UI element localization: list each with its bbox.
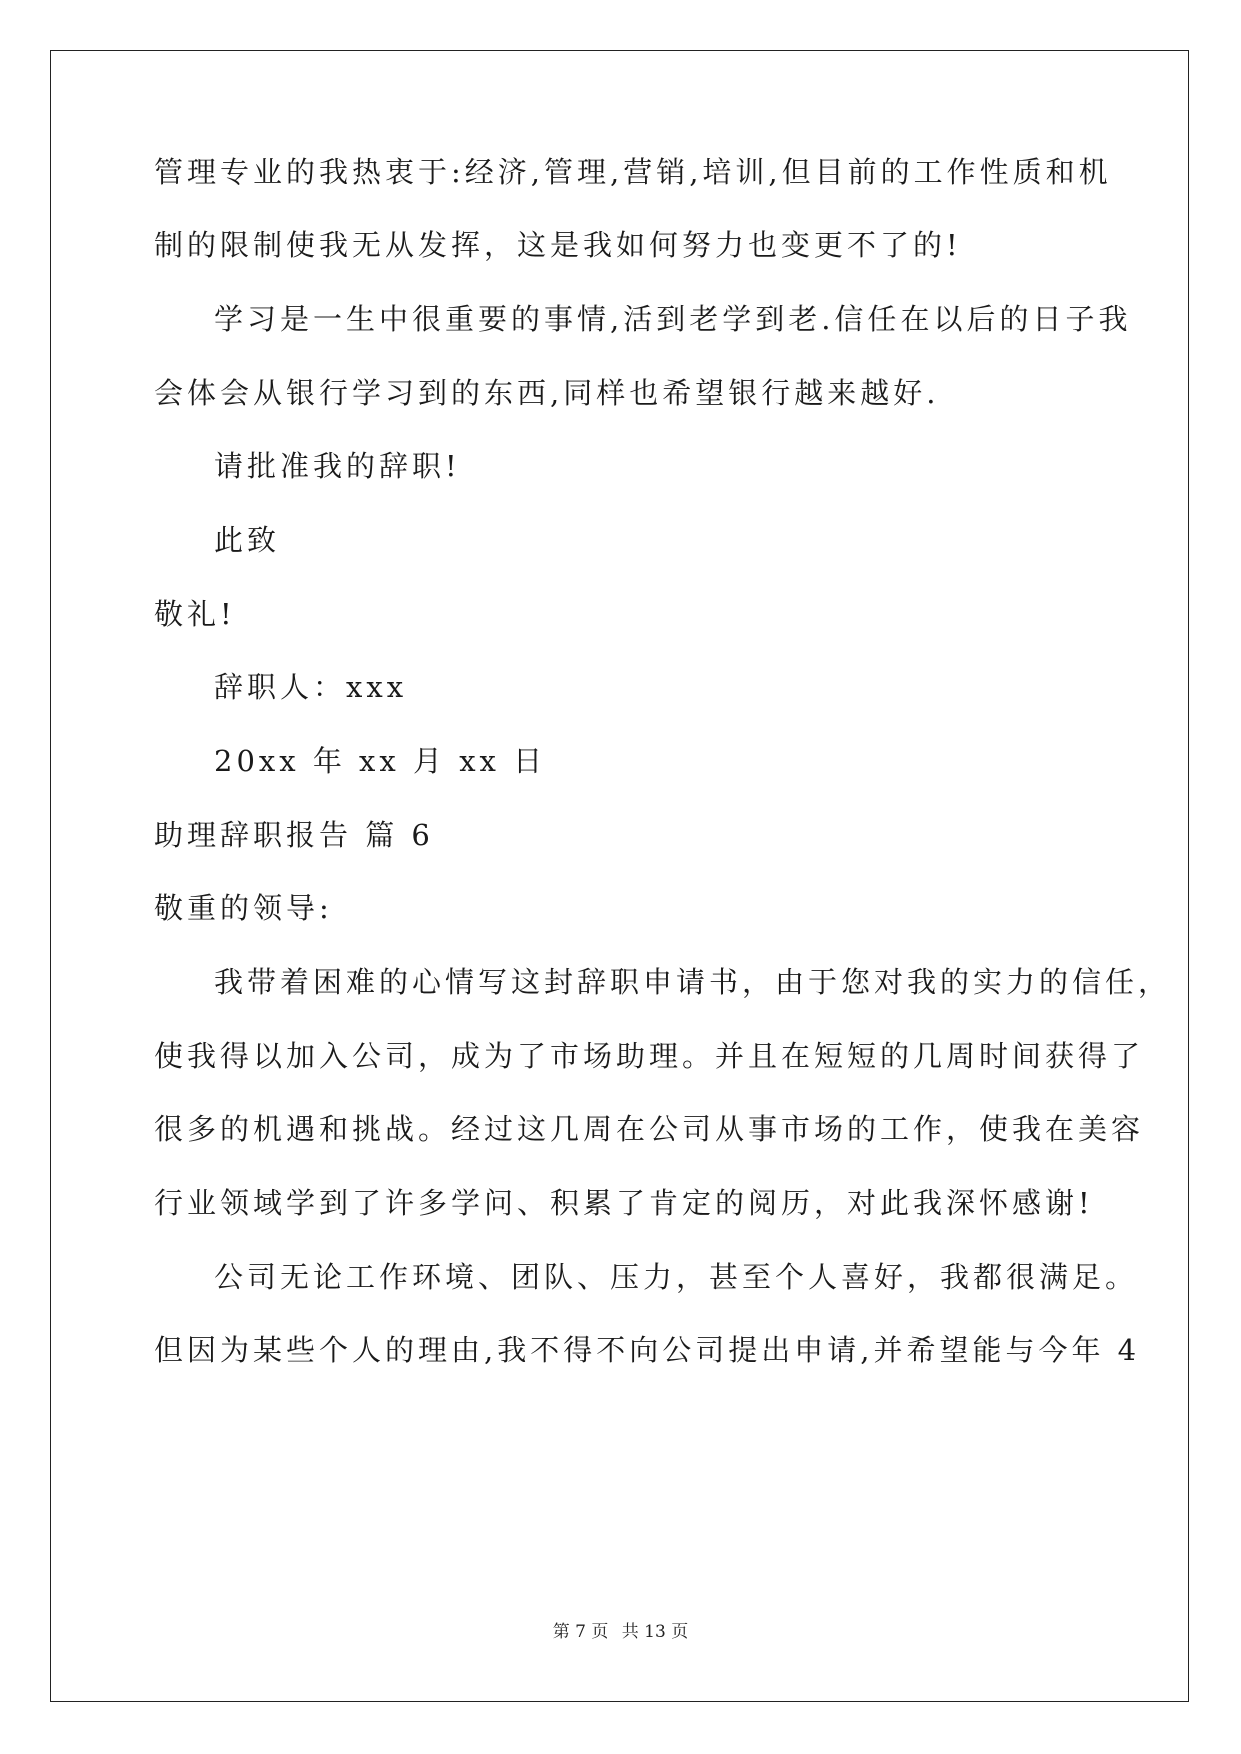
paragraph-line: 行业领域学到了许多学问、积累了肯定的阅历，对此我深怀感谢! [154, 1186, 1094, 1220]
paragraph-line: 很多的机遇和挑战。经过这几周在公司从事市场的工作，使我在美容 [154, 1112, 1145, 1146]
page-number: 第 7 页 [552, 1622, 609, 1642]
section-heading: 助理辞职报告 篇 6 [154, 818, 434, 852]
page-footer [0, 1620, 1241, 1644]
paragraph-line: 制的限制使我无从发挥，这是我如何努力也变更不了的! [154, 228, 962, 262]
paragraph-line: 学习是一生中很重要的事情,活到老学到老.信任在以后的日子我 [214, 302, 1132, 336]
paragraph-line: 会体会从银行学习到的东西,同样也希望银行越来越好. [154, 376, 940, 410]
paragraph-line: 但因为某些个人的理由,我不得不向公司提出申请,并希望能与今年 4 [154, 1333, 1141, 1367]
page-border [50, 50, 1189, 1702]
page-total: 共 13 页 [621, 1622, 689, 1642]
paragraph-line: 公司无论工作环境、团队、压力，甚至个人喜好，我都很满足。 [214, 1260, 1139, 1294]
closing-line: 此致 [214, 523, 281, 557]
date-line: 20xx 年 xx 月 xx 日 [214, 744, 547, 778]
paragraph-line: 使我得以加入公司，成为了市场助理。并且在短短的几周时间获得了 [154, 1039, 1145, 1073]
paragraph-line: 我带着困难的心情写这封辞职申请书，由于您对我的实力的信任， [214, 965, 1172, 999]
paragraph-line: 请批准我的辞职! [214, 449, 461, 483]
salutation-line: 敬礼! [154, 597, 236, 631]
greeting-line: 敬重的领导: [154, 891, 333, 925]
signature-line: 辞职人：xxx [214, 670, 408, 704]
paragraph-line: 管理专业的我热衷于:经济,管理,营销,培训,但目前的工作性质和机 [154, 155, 1112, 189]
